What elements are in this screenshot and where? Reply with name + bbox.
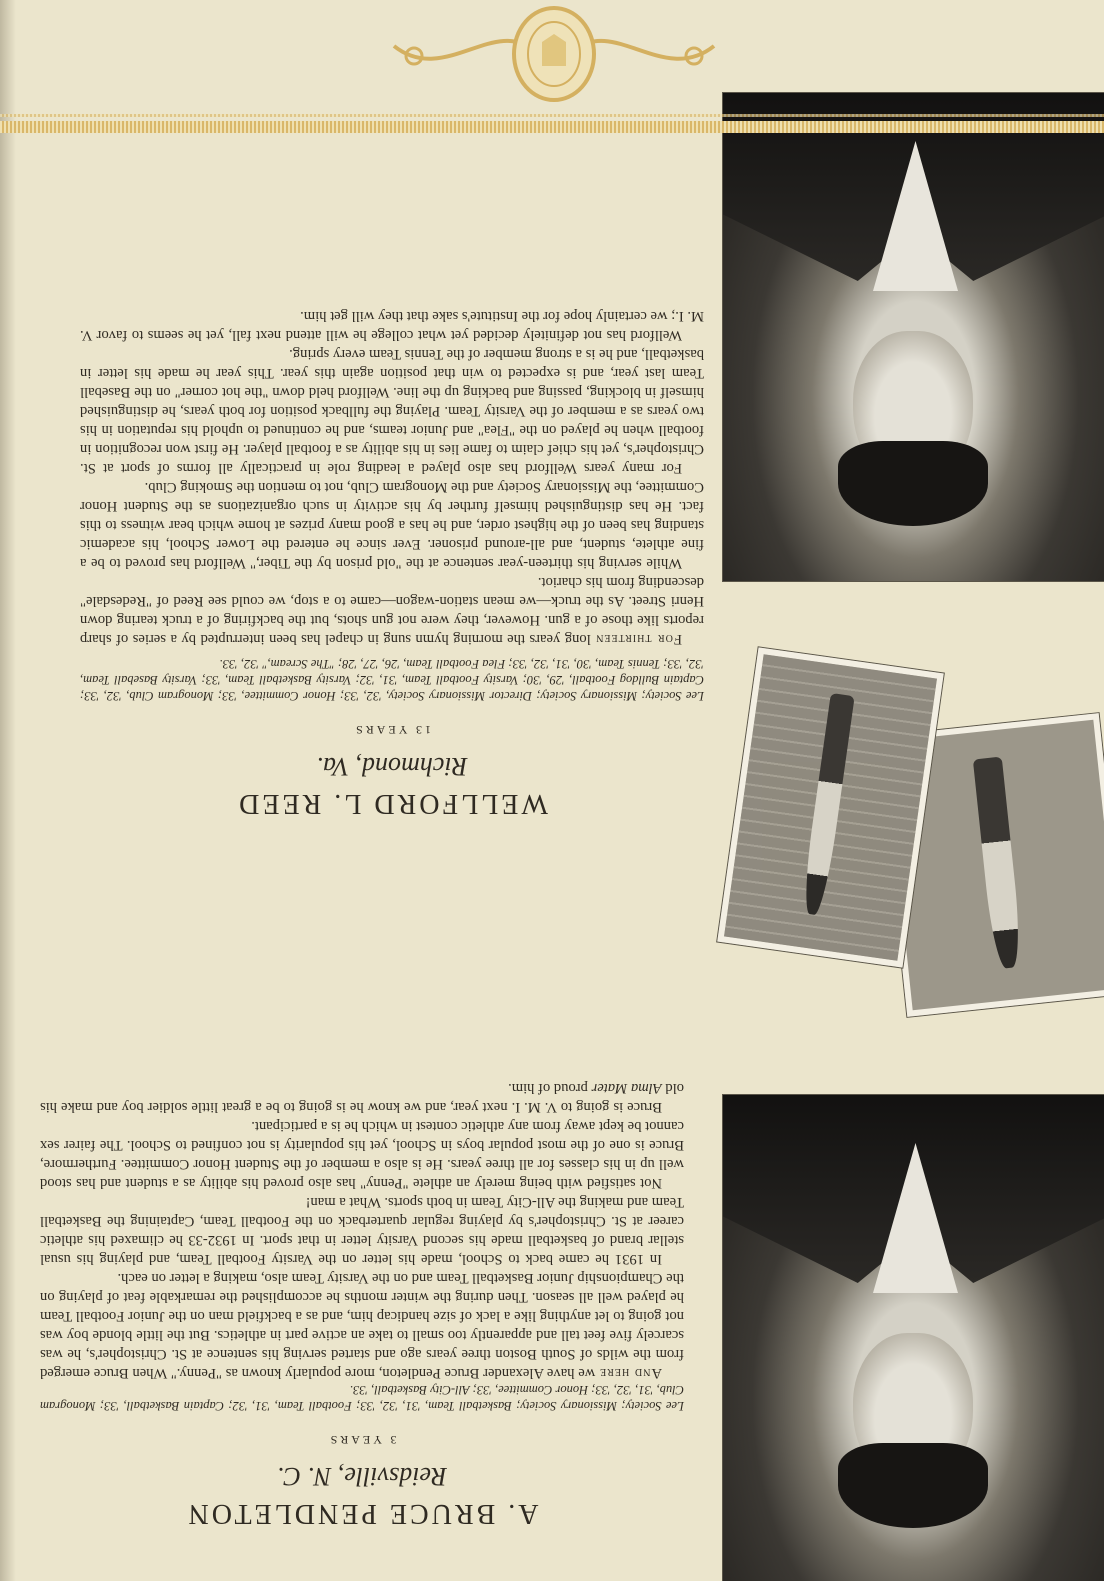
school-seal-ornament xyxy=(384,6,724,106)
reed-hometown: Richmond, Va. xyxy=(316,752,468,781)
reed-years: 13 YEARS xyxy=(353,723,431,737)
gold-ornament-band xyxy=(0,121,1104,133)
hair-shape xyxy=(838,1443,988,1528)
pendleton-hometown: Reidsville, N. C. xyxy=(277,1462,447,1491)
pendleton-entry xyxy=(40,1078,684,1529)
reed-header xyxy=(80,656,704,819)
reed-paragraph-3: For many years Wellford has also played a leading role in practically all forms of sport at St. Christopher's, yet his chief claim to fame lies in his ability as a football player. He first won recognition in football when he played on the "Flea" and Junior teams, and he continued to uphold his reputation in his two years as a member of the Varsity Team. Playing the fullback position for both years, he distinguished himself in blocking, passing and backing up the line. Wellford held down "the hot corner" on the Baseball Team last year, and is expected to win that position again this year. This year he made his letter in basketball, and he is a strong member of the Tennis Team every spring. xyxy=(80,346,704,476)
reed-paragraph-4: Wellford has not definitely decided yet what college he will attend next fall, yet he seems to favor V. M. I.; we certainly hope for the Institute's sake that they will get him. xyxy=(80,308,704,343)
gold-ornament-rule xyxy=(0,114,1104,117)
pendleton-portrait-photo xyxy=(723,1095,1104,1581)
reed-name: WELLFORD L. REED xyxy=(236,788,548,819)
reed-paragraph-1: For thirteen long years the morning hymn sung in chapel has been interrupted by a series of sharp reports like those of a gun. However, they were not gun shots, but the backfiring of a truck tearing down Henri Street. As the truck—we mean station-wagon—came to a stop, we could see Reed of "Redesdale" descending from his chariot. xyxy=(80,574,704,647)
pendleton-paragraph-1: And here we have Alexander Bruce Pendleton, more popularly known as "Penny." When Bruce emerged from the wilds of South Boston three years ago and started serving his sentence at St. Christopher's, he was scarcely five feet tall and apparently too small to take an active part in athletics. But the little blonde boy was not going to let anything like a lack of size handicap him, and as a backfield man on the Junior Football Team he played well all season. Then during the winter months he accomplished the remarkable feat of playing on the Championship Junior Basketball Team and on the Varsity Team also, making a letter on each. xyxy=(40,1270,684,1381)
reed-paragraph-2: While serving his thirteen-year sentence at the "old prison by the Tiber," Wellford has proved to be a fine athlete, student, and all-around prisoner. Ever since he entered the Lower School, his academic standing has been of the highest order, and he has a good many prizes at home which bear witness to this fact. He has distinguished himself further by his activity in such organizations as the Student Honor Committee, the Missionary Society and the Monogram Club, not to mention the Smoking Club. xyxy=(80,479,704,571)
pendleton-paragraph-2: In 1931 he came back to School, made his letter on the Varsity Football Team, and playing his usual stellar brand of basketball made his second Varsity letter in that sport. In 1932-33 he climaxed his athletic career at St. Christopher's by playing regular quarterback on the Football Team, Captaining the Basketball Team and making the All-City Team in both sports. What a man! xyxy=(40,1194,684,1267)
pendleton-activities: Lee Society; Missionary Society; Basketball Team, '31, '32, '33; Football Team, '31, '32; Captain Basketball, '33; Monogram Club, '31, '32, '33; Honor Committee, '33; All-City Basketball, '33. xyxy=(40,1383,684,1413)
pendleton-paragraph-3: Not satisfied with being merely an athlete "Penny" has also proved his ability as a student and has stood well up in his classes for all three years. He is also a member of the Student Honor Committee. Furthermore, Bruce is one of the most popular boys in School, yet his popularity is not confined to School. The fairer sex cannot be kept away from any athletic contest in which he is a participant. xyxy=(40,1118,684,1191)
pendleton-years: 3 YEARS xyxy=(327,1433,397,1447)
reed-activities: Lee Society; Missionary Society; Director Missionary Society, '32, '33; Honor Committee, '33; Monogram Club, '32, '33; Captain Bulldog Football, '29, '30; Varsity Football Team, '31, '32; Varsity Basketball Team, '33; Varsity Baseball Team, '32, '33; Tennis Team, '30, '31, '32, '33; Flea Football Team, '26, '27, '28; "The Scream," '32, '33. xyxy=(80,657,704,703)
pendleton-name: A. BRUCE PENDLETON xyxy=(185,1498,539,1529)
pendleton-paragraph-4: Bruce is going to V. M. I. next year, and we know he is going to be a great little soldier boy and make his old Alma Mater proud of him. xyxy=(40,1080,684,1115)
reed-entry xyxy=(40,306,1064,819)
reed-body xyxy=(80,306,704,648)
